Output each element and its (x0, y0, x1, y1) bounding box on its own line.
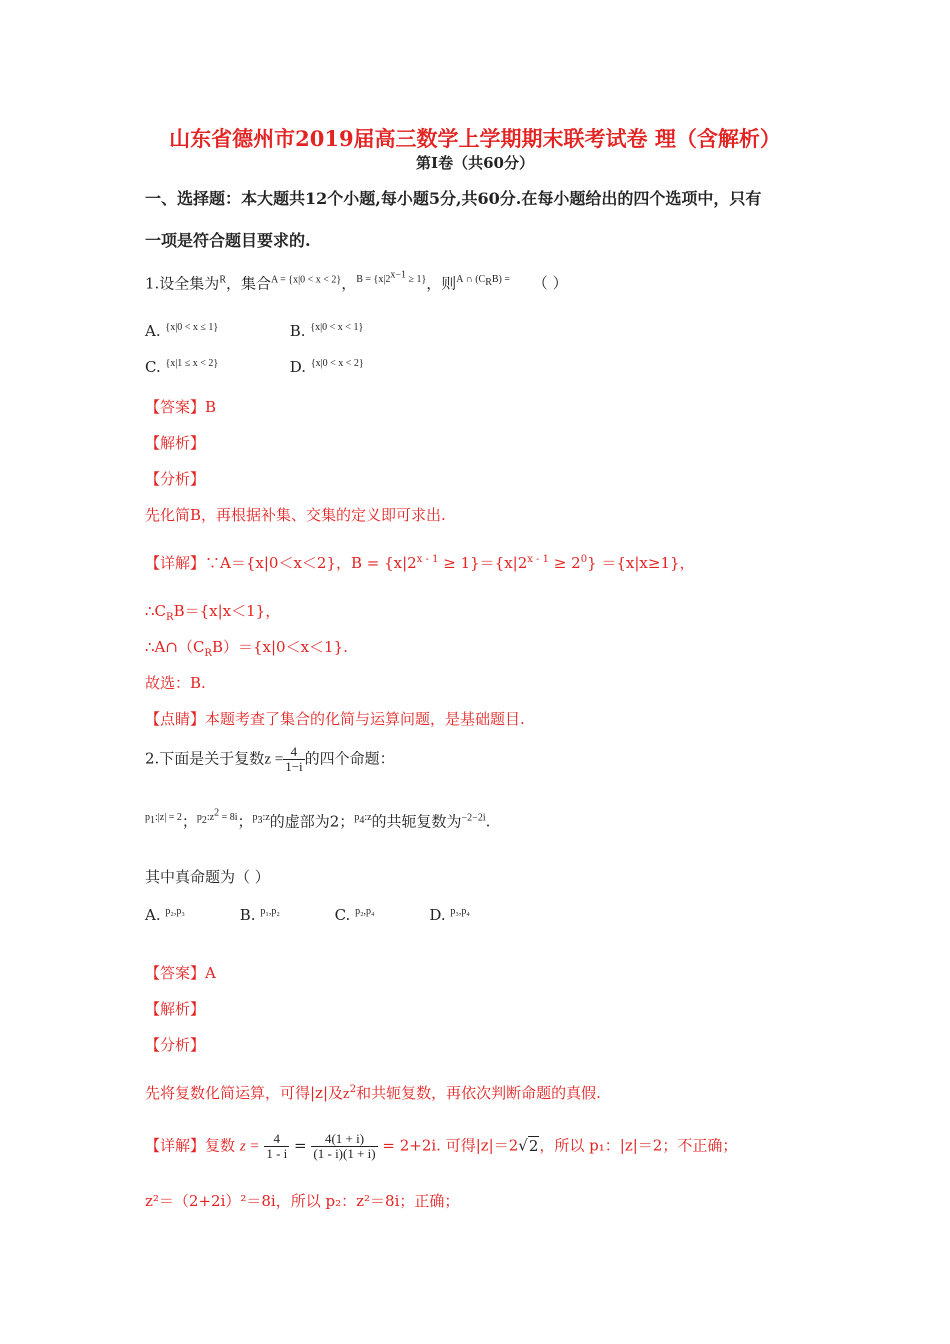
q2-p4-end: . (485, 812, 491, 831)
q1-detail (145, 552, 695, 573)
q2-frac-num: 4 (283, 745, 304, 760)
q2-p1-post: :|z| = 2 (155, 812, 182, 824)
q1-options-row2 (145, 358, 364, 376)
q2-sqrt: √2 (518, 1136, 539, 1155)
q1-set-b (356, 270, 427, 286)
q1-option-c (145, 358, 285, 376)
q2-f1-den: 1 - i (266, 1146, 288, 1161)
q1-detail-1: ∵A＝{x|0＜x＜2}，B = {x|2 (205, 554, 417, 572)
q1-option-d (290, 358, 364, 376)
q2-f2-num: 4(1 + i) (311, 1132, 377, 1147)
q1-answer (145, 396, 216, 417)
q2-p4-post: :z (364, 812, 372, 824)
q2-option-c-value: p₂,p₄ (355, 906, 375, 917)
q2-text: 2.下面是关于复数 (145, 749, 265, 768)
q2-p2-post: :z (206, 812, 215, 824)
q1-answer-label: 【答案】 (145, 398, 206, 416)
q2-option-d-letter: D. (429, 906, 446, 924)
section-heading-line2: 一项是符合题目要求的. (145, 231, 311, 250)
q2-p2 (196, 808, 238, 827)
q1-set-b-exp: x−1 (390, 270, 406, 281)
q1-step2-sub: R (166, 612, 174, 623)
q1-text-b: ，集合 (225, 274, 271, 293)
q1-option-a-letter: A. (145, 322, 161, 340)
q2-analysis-b: 和共轭复数，再依次判断命题的真假. (356, 1084, 601, 1102)
q1-text: 1.设全集为 (145, 274, 220, 293)
q1-detail-4: } ＝{x|x≥1}， (587, 554, 695, 572)
q2-analysis-exp: 2 (349, 1084, 357, 1095)
q1-option-a-value: {x|0 < x ≤ 1} (165, 322, 219, 333)
q1-comma: ， (341, 274, 357, 293)
q2-p3-post: :z (262, 812, 270, 824)
q2-detail (145, 1132, 737, 1161)
q1-detail-exp2: x - 1 (527, 554, 550, 565)
q1-universal-set: R (219, 274, 226, 286)
q2-answer-label: 【答案】 (145, 964, 206, 982)
q2-analysis (145, 1082, 601, 1103)
q2-propositions (145, 808, 490, 831)
q2-option-d (429, 906, 470, 924)
q2-p2-exp: 2 (214, 808, 220, 819)
q1-set-a: A = {x|0 < x < 2} (271, 274, 342, 286)
q2-z-eq: z = (264, 751, 284, 768)
q2-p3-letter: p (252, 812, 258, 824)
q2-p3 (252, 812, 270, 827)
q1-set-b-post: ≥ 1} (405, 274, 427, 286)
q2-option-d-value: p₃,p₄ (450, 906, 470, 917)
q2-sep1: ； (181, 812, 197, 831)
q1-detail-label: 【详解】 (145, 554, 206, 572)
q2-p2-tail: = 8i (219, 812, 238, 824)
q2-option-b-letter: B. (239, 906, 256, 924)
q2-p4-letter: p (354, 812, 360, 824)
q2-detail-a: 复数 (205, 1136, 236, 1155)
q2-p3-text: 的虚部为2； (269, 812, 355, 831)
q2-p2-sub: 2 (201, 815, 207, 827)
q2-detail-c: ，所以 p₁：|z|＝2；不正确； (539, 1136, 738, 1155)
q2-p4 (354, 812, 372, 827)
q2-analysis-a: 先将复数化简运算，可得|z|及 (145, 1084, 344, 1102)
q1-option-b-letter: B. (289, 322, 306, 340)
q2-detail-frac2 (311, 1132, 377, 1161)
q2-sqrt-val: 2 (528, 1136, 539, 1155)
page-subtitle: 第Ⅰ卷（共60分） (416, 154, 534, 172)
q1-expr-sub: R (485, 277, 492, 289)
q2-fraction (283, 745, 304, 774)
q1-conclusion: 故选：B. (145, 674, 206, 692)
q1-option-a (145, 322, 285, 340)
q1-option-b (290, 322, 363, 340)
q1-option-c-value: {x|1 ≤ x < 2} (165, 358, 219, 369)
q1-text-c: ，则 (426, 274, 457, 293)
q2-option-a (145, 906, 235, 924)
q2-option-a-letter: A. (145, 906, 161, 924)
q1-option-d-letter: D. (289, 358, 307, 376)
q2-p1-letter: p (145, 812, 150, 824)
q1-step3-text: ∴A∩（C (145, 638, 205, 656)
q2-option-a-value: p₂,p₃ (165, 906, 185, 917)
q2-text-b: 的四个命题： (304, 749, 395, 768)
page-title: 山东省德州市2019届高三数学上学期期末联考试卷 理（含解析） (169, 126, 781, 151)
q1-option-d-value: {x|0 < x < 2} (310, 358, 364, 369)
q2-stem (145, 745, 395, 774)
q2-analysis-z: z (343, 1086, 350, 1102)
q1-detail-2: ≥ 1}＝{x|2 (438, 554, 528, 572)
q1-expr: A ∩ (C (456, 274, 486, 286)
q2-f1-num: 4 (264, 1132, 289, 1147)
q1-option-b-value: {x|0 < x < 1} (310, 322, 364, 333)
q2-p4-sub: 4 (359, 815, 365, 827)
q2-f2-den: (1 - i)(1 + i) (313, 1146, 376, 1161)
q2-p2-letter: p (196, 812, 202, 824)
q2-p1 (145, 812, 182, 827)
q1-expr-post: B) = (491, 274, 511, 286)
q1-answer-value: B (205, 398, 217, 416)
q2-answer (145, 962, 216, 983)
q1-step3-sub: R (204, 648, 212, 659)
q1-step2-post: B＝{x|x＜1}， (173, 602, 281, 620)
q2-sep2: ； (237, 812, 253, 831)
q2-fenxi: 【分析】 (145, 1036, 206, 1054)
q2-option-b (240, 906, 330, 924)
q2-answer-value: A (205, 964, 216, 982)
q2-detail-b: = 2+2i. 可得|z|＝2 (382, 1136, 519, 1155)
q1-detail-exp3: 0 (580, 554, 588, 565)
q1-option-c-letter: C. (145, 358, 161, 376)
q2-prompt: 其中真命题为（ ） (145, 868, 270, 886)
q1-step3-post: B）＝{x|0＜x＜1}. (211, 638, 348, 656)
q1-answer-paren: （ ） (532, 274, 568, 293)
q1-step2 (145, 600, 280, 623)
q1-analysis: 先化简B，再根据补集、交集的定义即可求出. (145, 506, 446, 524)
q2-detail-line2: z²＝（2+2i）²＝8i，所以 p₂：z²＝8i；正确； (145, 1192, 460, 1210)
q1-set-b-pre: B = {x|2 (356, 274, 391, 286)
q1-step3 (145, 636, 348, 659)
q2-option-c (335, 906, 425, 924)
q2-detail-z: z = (239, 1138, 260, 1155)
q1-comment-label: 【点睛】 (145, 710, 206, 728)
q1-comment-text: 本题考查了集合的化简与运算问题，是基础题目. (205, 710, 525, 728)
section-heading-line1: 一、选择题：本大题共12个小题,每小题5分,共60分.在每小题给出的四个选项中，只有 (145, 189, 762, 208)
q2-p4-value: −2−2i (461, 812, 486, 824)
q2-detail-label: 【详解】 (145, 1136, 206, 1155)
q2-p1-sub: 1 (150, 815, 155, 827)
q2-detail-frac1 (264, 1132, 289, 1161)
q1-comment (145, 708, 525, 729)
q2-jiexi: 【解析】 (145, 1000, 206, 1018)
q1-expression (456, 274, 511, 289)
q1-step2-text: ∴C (145, 602, 167, 620)
q2-p4-text: 的共轭复数为 (371, 812, 462, 831)
q1-stem (145, 270, 568, 293)
q1-fenxi: 【分析】 (145, 470, 206, 488)
q2-option-c-letter: C. (334, 906, 351, 924)
q1-jiexi: 【解析】 (145, 434, 206, 452)
q1-detail-exp1: x - 1 (416, 554, 439, 565)
q2-detail-eq: = (294, 1136, 307, 1155)
q2-options (145, 906, 470, 924)
q1-detail-3: ≥ 2 (549, 554, 581, 572)
q2-p3-sub: 3 (257, 815, 263, 827)
q2-frac-den: 1−i (285, 759, 303, 774)
q2-option-b-value: p₁,p₂ (260, 906, 280, 917)
q1-options-row1 (145, 322, 363, 340)
